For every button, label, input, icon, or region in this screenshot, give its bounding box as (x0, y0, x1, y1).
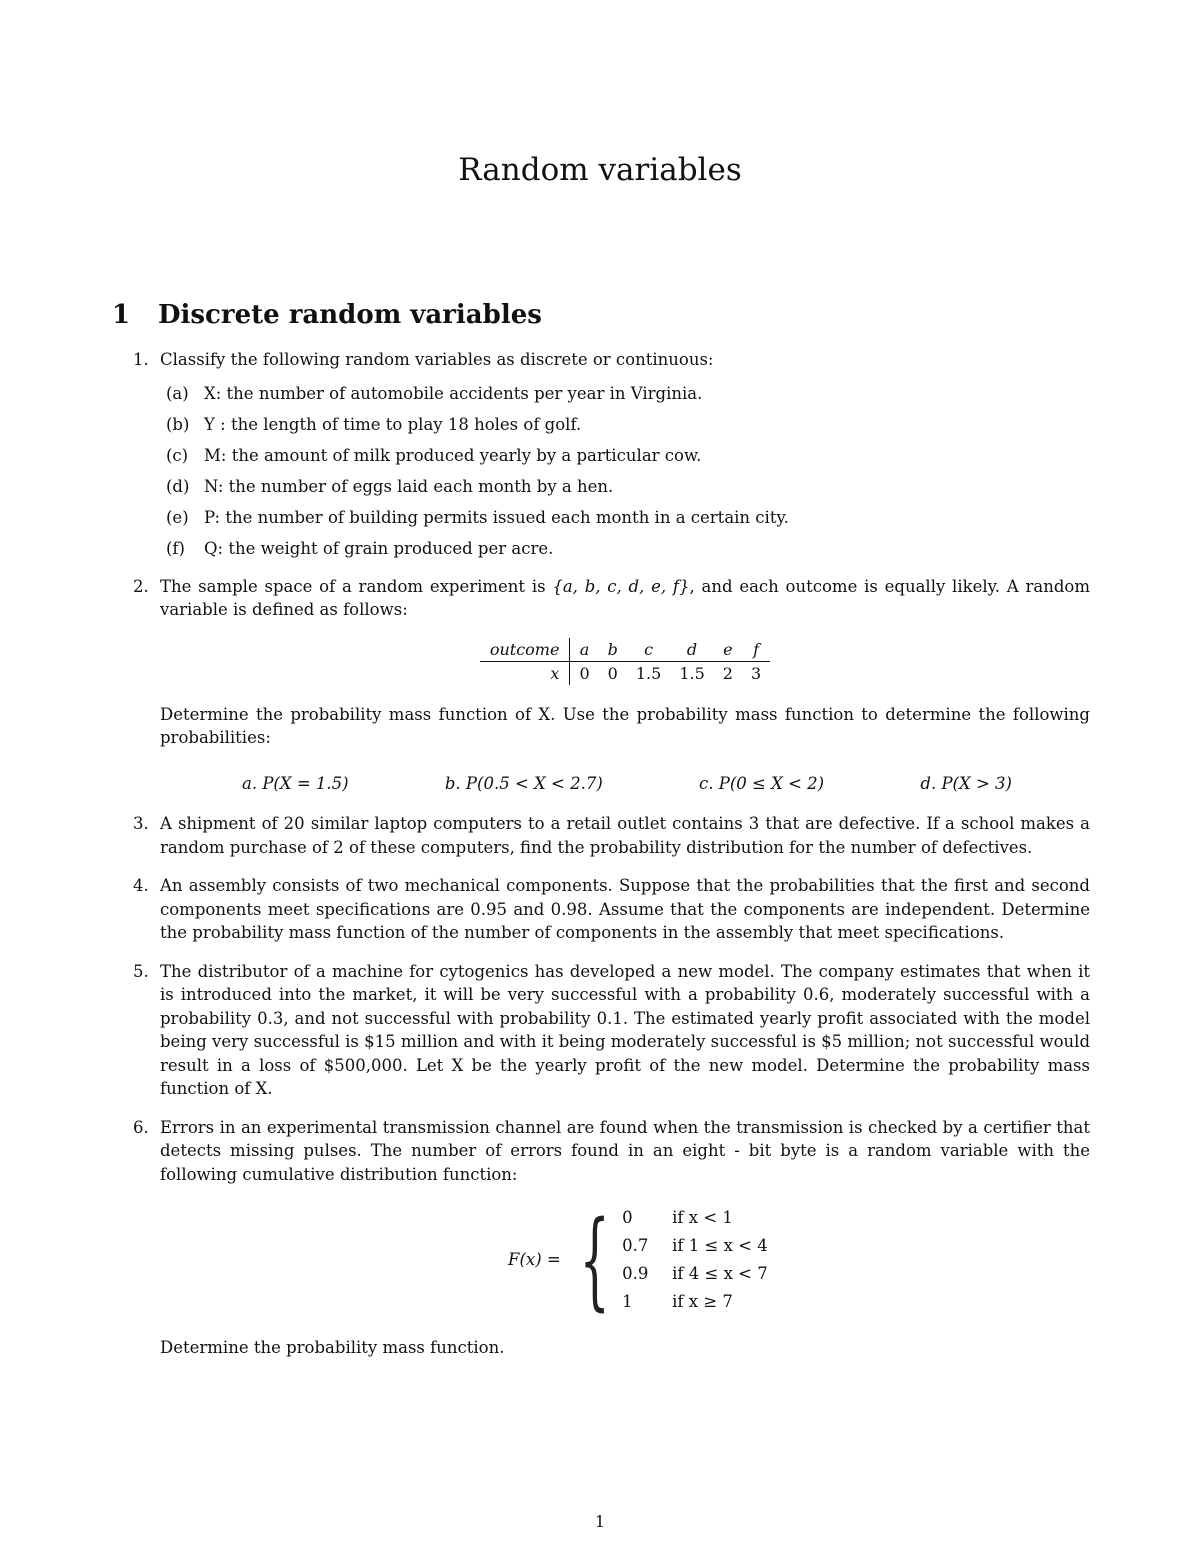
problem-text-part: , and each outcome is equally likely. A random variable is defined as follows: (160, 576, 1090, 619)
list-item (160, 413, 1090, 444)
item-text: N: the number of eggs laid each month by a hen. (204, 476, 614, 496)
table-cell: 1.5 (635, 663, 662, 683)
cdf-brace: { (579, 1198, 610, 1321)
problem-text: Determine the probability mass function. (160, 1338, 505, 1357)
cdf-condition: if 4 ≤ x < 7 (672, 1264, 768, 1284)
item-text: Y : the length of time to play 18 holes of golf. (204, 414, 582, 434)
problem-text: An assembly consists of two mechanical components. Suppose that the probabilities that the first and second components meet specifications are 0.95 and 0.98. Assume that the components are independent. Determine the probability mass function of the number of components in the assembly that meet specifications. (160, 876, 1090, 942)
table-cell: 3 (750, 663, 762, 683)
problem-1 (133, 348, 1090, 568)
problem-3 (133, 812, 1090, 859)
classification-list (160, 382, 1090, 568)
table-cell: d (670, 638, 713, 662)
problem-text-part: The sample space of a random experiment is (160, 576, 553, 596)
probability-question: a. P(X = 1.5) (242, 773, 349, 793)
problem-number: 4. (133, 876, 149, 895)
cdf-lhs: F(x) = (508, 1250, 561, 1270)
problem-text: Determine the probability mass function of X. Use the probability mass function to determine the following probabilities: (160, 704, 1090, 747)
problem-6 (133, 1116, 1090, 1360)
sample-space-set: {a, b, c, d, e, f} (552, 576, 690, 596)
item-label: (b) (166, 414, 190, 434)
list-item (160, 506, 1090, 537)
table-cell: f (742, 638, 770, 662)
table-cell: 1.5 (679, 663, 705, 683)
problem-number: 2. (133, 576, 149, 596)
probability-question: c. P(0 ≤ X < 2) (699, 773, 825, 793)
cdf-value: 0.9 (622, 1264, 649, 1284)
problem-text: Errors in an experimental transmission channel are found when the transmission is checked by a certifier that detects missing pulses. The number of errors found in an eight - bit byte is a random variable with the following cumulative distribution function: (160, 1117, 1090, 1184)
problem-number: 1. (133, 350, 149, 369)
item-text: P: the number of building permits issued each month in a certain city. (204, 507, 789, 527)
cdf-value: 0.7 (622, 1236, 649, 1256)
list-item (160, 537, 1090, 568)
problem-number: 5. (133, 961, 149, 981)
problem-5 (133, 960, 1091, 1101)
probability-question: d. P(X > 3) (920, 773, 1012, 793)
problem-4 (133, 874, 1090, 945)
table-cell: b (599, 638, 627, 662)
page-title: Random variables (458, 152, 742, 188)
list-item (160, 444, 1090, 475)
section-number: 1 (112, 300, 131, 330)
problem-text: Classify the following random variables as discrete or continuous: (160, 350, 714, 369)
table-header-outcome: outcome (480, 638, 570, 662)
cdf-value: 0 (622, 1208, 633, 1228)
table-header-x: x (480, 661, 570, 685)
cdf-condition: if x ≥ 7 (672, 1292, 733, 1312)
item-label: (f) (166, 538, 185, 558)
item-text: M: the amount of milk produced yearly by a particular cow. (204, 445, 702, 465)
table-cell: 0 (607, 663, 618, 683)
item-text: X: the number of automobile accidents per year in Virginia. (204, 383, 703, 403)
table-cell: 0 (579, 663, 590, 683)
table-cell: e (714, 638, 742, 662)
list-item (160, 382, 1090, 413)
cdf-value: 1 (622, 1292, 633, 1312)
item-label: (c) (166, 445, 189, 465)
problem-list (133, 348, 1091, 1360)
table-cell: 2 (722, 663, 733, 683)
item-label: (d) (166, 476, 190, 496)
probability-questions (242, 772, 1012, 796)
section-heading (112, 300, 542, 330)
section-title: Discrete random variables (158, 300, 542, 330)
item-label: (e) (166, 507, 189, 527)
problem-text (160, 575, 1090, 622)
cdf-cases (622, 1204, 768, 1316)
problem-text: A shipment of 20 similar laptop computers to a retail outlet contains 3 that are defective. If a school makes a random purchase of 2 of these computers, find the probability distribution for the number of defectives. (160, 814, 1090, 857)
cdf-formula (508, 1198, 1090, 1321)
item-text: Q: the weight of grain produced per acre. (204, 538, 554, 558)
problem-text: The distributor of a machine for cytogenics has developed a new model. The company estimates that when it is introduced into the market, it will be very successful with a probability 0.6, moderately successful with a probability 0.3, and not successful with probability 0.1. The estimated yearly profit associated with the model being very successful is $15 million and with it being moderately successful is $5 million; not successful would result in a loss of $500,000. Let X be the yearly profit of the new model. Determine the probability mass function of X. (160, 961, 1091, 1098)
page-number: 1 (594, 1512, 606, 1531)
table-cell: a (570, 638, 599, 662)
cdf-condition: if 1 ≤ x < 4 (672, 1236, 768, 1256)
cdf-condition: if x < 1 (672, 1208, 733, 1228)
problem-number: 3. (133, 814, 149, 833)
item-label: (a) (166, 383, 189, 403)
outcome-table (480, 638, 770, 685)
list-item (160, 475, 1090, 506)
probability-question: b. P(0.5 < X < 2.7) (444, 773, 603, 793)
problem-number: 6. (133, 1117, 149, 1137)
problem-2 (133, 575, 1090, 796)
table-cell: c (627, 638, 670, 662)
